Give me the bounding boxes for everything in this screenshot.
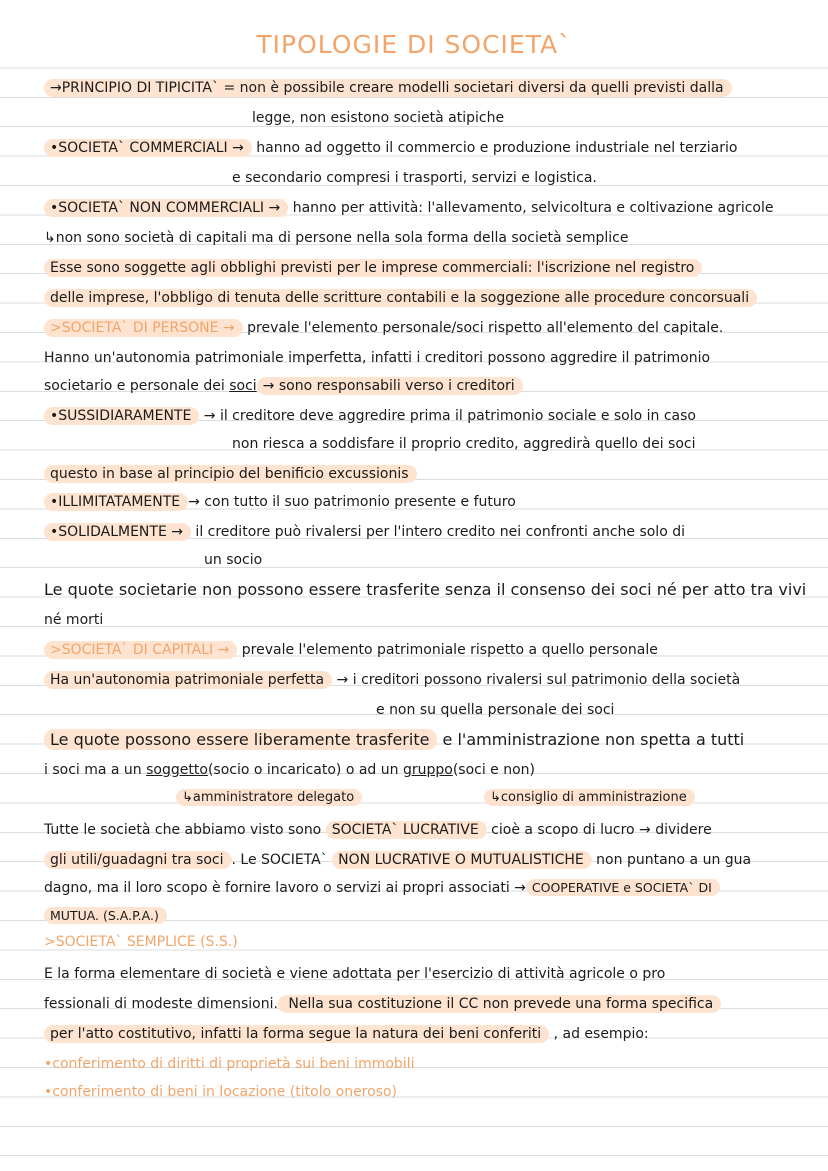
text-span: Hanno un'autonomia patrimoniale imperfetta	[44, 350, 362, 366]
text-span: non puntano a un gua	[591, 852, 752, 868]
text-line: e non su quella personale dei soci	[376, 702, 615, 718]
text-line	[44, 464, 808, 484]
text-span: (socio o incaricato)	[207, 762, 346, 778]
consiglio-amministrazione-note	[484, 788, 808, 808]
text-span: → con tutto il suo patrimonio presente e futuro	[188, 494, 516, 510]
text-span: (soci e non)	[452, 762, 536, 778]
illimitatamente-line	[44, 492, 808, 512]
text-line	[44, 878, 808, 898]
text-span: , infatti i creditori possono aggredire il patrimonio	[361, 350, 711, 366]
text-line: un socio	[204, 552, 263, 568]
text-span: prevale l'elemento patrimoniale rispetto a quello personale	[237, 642, 658, 658]
sussidiaramente-line	[44, 406, 808, 426]
text-span: → il creditore deve aggredire prima il patrimonio sociale e solo in caso	[199, 408, 696, 424]
highlight-span: Le quote possono essere liberamente trasferite	[44, 729, 437, 750]
page-title: TIPOLOGIE DI SOCIETA`	[256, 30, 572, 59]
societa-di-persone-heading: >SOCIETA` DI PERSONE →	[44, 319, 243, 337]
text-span: . Le SOCIETA`	[231, 852, 333, 868]
text-line	[44, 288, 808, 308]
societa-non-commerciali-label: •SOCIETA` NON COMMERCIALI →	[44, 199, 288, 217]
text-span: , ad esempio:	[549, 1026, 649, 1042]
highlight-span: ↳amministratore delegato	[176, 789, 362, 806]
text-line: né morti	[44, 612, 104, 628]
highlight-span: Ha un'autonomia patrimoniale perfetta	[44, 671, 332, 689]
societa-di-capitali-line	[44, 640, 808, 660]
highlight-span: gli utili/guadagni tra soci	[44, 851, 232, 869]
highlight-span: delle imprese, l'obbligo di tenuta delle scritture contabili e la soggezione alle procedure concorsuali	[44, 289, 757, 307]
highlight-span: Esse sono soggette agli obblighi previsti per le imprese commerciali: l'iscrizione nel registro	[44, 259, 702, 277]
solidalmente-line	[44, 522, 808, 542]
text-line	[44, 730, 808, 750]
principio-tipicita-line	[44, 78, 808, 98]
highlight-span: COOPERATIVE e SOCIETA` DI	[526, 879, 720, 896]
sussidiaramente-label: •SUSSIDIARAMENTE	[44, 407, 199, 425]
text-span: il creditore può rivalersi per l'intero credito nei confronti anche solo di	[190, 524, 685, 540]
text-line	[44, 1024, 808, 1044]
text-line	[44, 670, 808, 690]
text-span: e l'amministrazione non spetta a tutti	[437, 730, 745, 749]
text-line	[44, 376, 808, 396]
principio-tipicita-text: →PRINCIPIO DI TIPICITA` = non è possibile creare modelli societari diversi da quelli previsti dalla	[44, 79, 732, 97]
text-line	[44, 820, 808, 840]
text-line	[44, 850, 808, 870]
societa-di-capitali-heading: >SOCIETA` DI CAPITALI →	[44, 641, 237, 659]
text-span: Tutte le società che abbiamo visto sono	[44, 822, 326, 838]
text-span: i soci ma a un	[44, 762, 147, 778]
text-line	[44, 760, 808, 780]
highlight-span: Nella sua costituzione il CC non prevede una forma specifica	[278, 995, 721, 1013]
bullet-line: •conferimento di beni in locazione (titolo oneroso)	[44, 1084, 398, 1100]
text-line	[44, 994, 808, 1014]
text-span: prevale l'elemento personale/soci rispetto all'elemento del capitale.	[242, 320, 724, 336]
illimitatamente-label: •ILLIMITATAMENTE	[44, 493, 188, 511]
solidalmente-label: •SOLIDALMENTE →	[44, 523, 191, 541]
highlight-span: questo in base al principio del benificio excussionis	[44, 465, 417, 483]
text-line: e secondario compresi i trasporti, servizi e logistica.	[232, 170, 597, 186]
text-line	[44, 906, 808, 926]
text-line: legge, non esistono società atipiche	[252, 110, 505, 126]
text-line: E la forma elementare di società e viene adottata per l'esercizio di attività agricole o pro	[44, 966, 666, 982]
text-line: non riesca a soddisfare il proprio credito, aggredirà quello dei soci	[232, 436, 696, 452]
text-span: → i creditori possono rivalersi sul patrimonio della società	[332, 672, 741, 688]
text-span: hanno per attività: l'allevamento, selvicoltura e coltivazione agricole	[288, 200, 774, 216]
text-span: fessionali di modeste dimensioni.	[44, 996, 278, 1012]
text-span: hanno ad oggetto il commercio e produzione industriale nel terziario	[251, 140, 738, 156]
text-span: dagno, ma il loro scopo è fornire lavoro o servizi ai propri associati →	[44, 880, 526, 896]
underlined-span: soci	[229, 378, 257, 394]
highlight-span: per l'atto costitutivo, infatti la forma segue la natura dei beni conferiti	[44, 1025, 549, 1043]
text-span: o ad un	[345, 762, 403, 778]
highlight-span: NON LUCRATIVE O MUTUALISTICHE	[332, 851, 592, 869]
underlined-span: soggetto	[146, 762, 208, 778]
bullet-line: •conferimento di diritti di proprietà sui beni immobili	[44, 1056, 415, 1072]
text-line: ↳non sono società di capitali ma di persone nella sola forma della società semplice	[44, 230, 629, 246]
text-line	[44, 348, 808, 368]
highlight-span: → sono responsabili verso i creditori	[257, 377, 523, 395]
societa-di-persone-line	[44, 318, 808, 338]
underlined-span: gruppo	[402, 762, 453, 778]
highlight-span: MUTUA. (S.A.P.A.)	[44, 907, 167, 924]
text-span: societario e personale dei	[44, 378, 230, 394]
societa-non-commerciali-line	[44, 198, 808, 218]
text-span: cioè a scopo di lucro → dividere	[486, 822, 712, 838]
text-line: Le quote societarie non possono essere trasferite senza il consenso dei soci né per atto tra vivi	[44, 580, 807, 599]
highlight-span: SOCIETA` LUCRATIVE	[326, 821, 487, 839]
text-line	[44, 258, 808, 278]
societa-commerciali-line	[44, 138, 808, 158]
societa-commerciali-label: •SOCIETA` COMMERCIALI →	[44, 139, 252, 157]
societa-semplice-heading: >SOCIETA` SEMPLICE (S.S.)	[44, 934, 238, 950]
highlight-span: ↳consiglio di amministrazione	[484, 789, 695, 806]
